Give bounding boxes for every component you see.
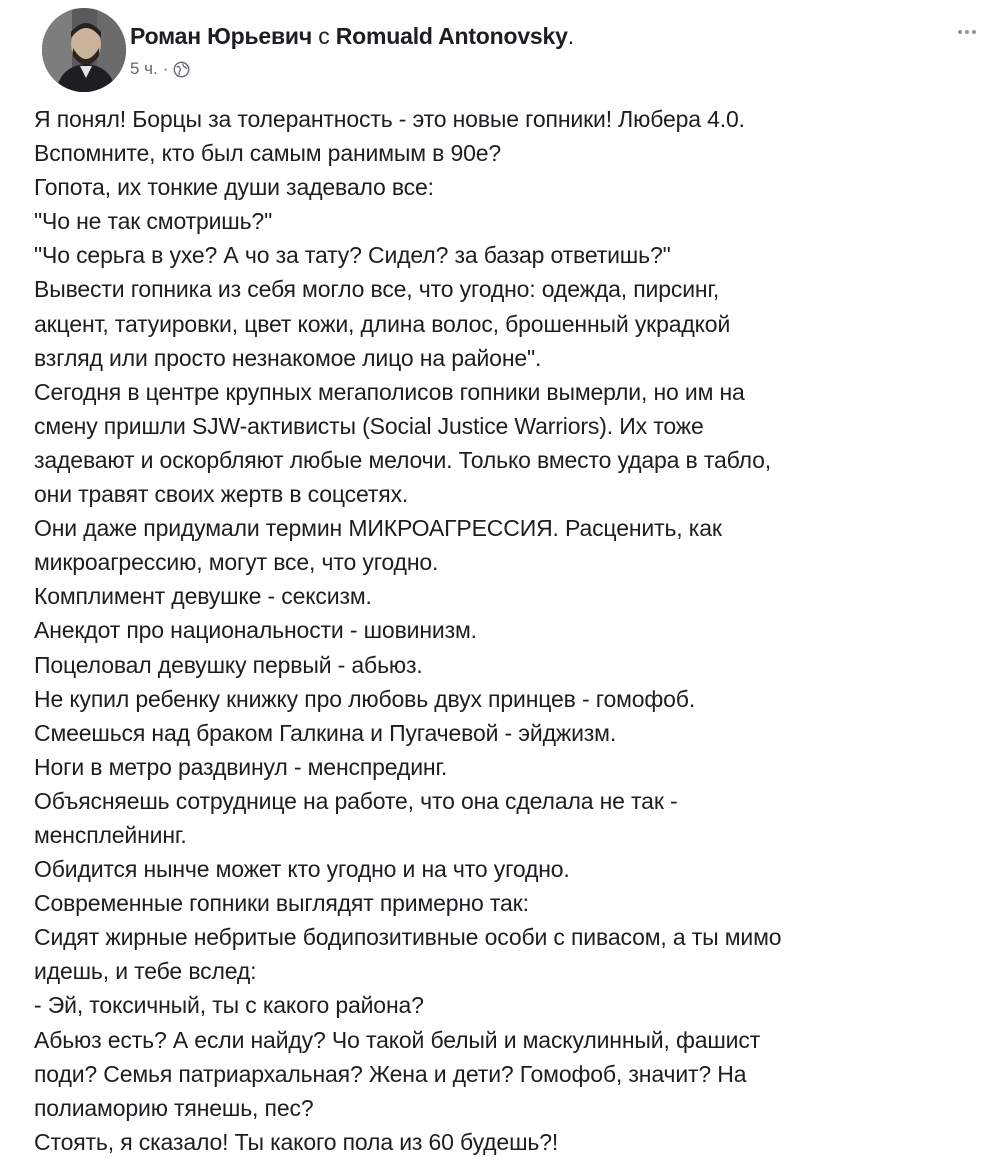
with-word: с	[318, 23, 330, 49]
post-header	[18, 8, 982, 90]
post-text-line: Они даже придумали термин МИКРОАГРЕССИЯ. Расценить, как	[34, 515, 722, 542]
author-name-link[interactable]: Роман Юрьевич	[130, 23, 313, 49]
post-text-line: "Чо не так смотришь?"	[34, 208, 273, 235]
post-text-line: - Эй, токсичный, ты с какого района?	[34, 992, 424, 1019]
globe-icon-svg	[173, 61, 190, 78]
post-text-line: Комплимент девушке - сексизм.	[34, 583, 372, 610]
post-text-line: Ноги в метро раздвинул - менспрединг.	[34, 753, 448, 780]
post-text-line: микроагрессию, могут все, что угодно.	[34, 549, 439, 576]
post-text-line: Гопота, их тонкие души задевало все:	[34, 174, 434, 201]
post-text-line: Сидят жирные небритые бодипозитивные особи с пивасом, а ты мимо	[34, 924, 782, 951]
post-text-line: Вывести гопника из себя могло все, что угодно: одежда, пирсинг,	[34, 276, 720, 303]
post-text-line: Анекдот про национальности - шовинизм.	[34, 617, 477, 644]
period: .	[567, 23, 574, 49]
post-text-line: Объясняешь сотруднице на работе, что она сделала не так -	[34, 787, 678, 814]
post-text-line: Сегодня в центре крупных мегаполисов гопники вымерли, но им на	[34, 378, 745, 405]
meta-separator: ·	[162, 59, 169, 78]
post-text-line: Я понял! Борцы за толерантность - это новые гопники! Любера 4.0.	[34, 106, 745, 132]
post-text-line: задевают и оскорбляют любые мелочи. Только вместо удара в табло,	[34, 446, 772, 473]
post-text-line: менсплейнинг.	[34, 821, 187, 848]
post-text-line: Смеешься над браком Галкина и Пугачевой - эйджизм.	[34, 719, 617, 746]
author-line	[130, 22, 574, 50]
post-text-line: поди? Семья патриархальная? Жена и дети? Гомофоб, значит? На	[34, 1060, 747, 1087]
post-text	[34, 102, 1000, 1159]
post-text-line: Поцеловал девушку первый - абьюз.	[34, 651, 423, 678]
tagged-user-link[interactable]: Romuald Antonovsky	[335, 23, 568, 49]
post-text-line: Вспомните, кто был самым ранимым в 90е?	[34, 140, 502, 167]
more-options-icon	[958, 30, 962, 34]
post-text-line: взгляд или просто незнакомое лицо на районе".	[34, 344, 542, 371]
more-options-icon-dot	[972, 30, 976, 34]
post-text-line: Не купил ребенку книжку про любовь двух принцев - гомофоб.	[34, 685, 696, 712]
post-text-line: полиаморию тянешь, пес?	[34, 1094, 314, 1121]
post-text-line: смену пришли SJW-активисты (Social Justice Warriors). Их тоже	[34, 412, 704, 439]
post-text-line: Стоять, я сказало! Ты какого пола из 60 будешь?!	[34, 1128, 559, 1155]
post-text-line: Современные гопники выглядят примерно так:	[34, 890, 529, 917]
post-text-line: Обидится нынче может кто угодно и на что угодно.	[34, 856, 570, 883]
post-text-line: идешь, и тебе вслед:	[34, 958, 257, 985]
post-timestamp[interactable]: 5 ч.	[130, 59, 158, 78]
post-text-line: "Чо серьга в ухе? А чо за тату? Сидел? за базар ответишь?"	[34, 242, 671, 269]
globe-icon[interactable]	[173, 61, 190, 78]
more-options-icon-dot	[965, 30, 969, 34]
post-meta	[130, 59, 190, 79]
post-text-line: акцент, татуировки, цвет кожи, длина волос, брошенный украдкой	[34, 310, 731, 337]
more-options-button[interactable]	[952, 22, 982, 42]
post-text-line: они травят своих жертв в соцсетях.	[34, 481, 409, 508]
post-text-line: Абьюз есть? А если найду? Чо такой белый и маскулинный, фашист	[34, 1026, 761, 1053]
author-avatar[interactable]	[42, 8, 126, 92]
avatar-photo-icon	[42, 8, 126, 92]
